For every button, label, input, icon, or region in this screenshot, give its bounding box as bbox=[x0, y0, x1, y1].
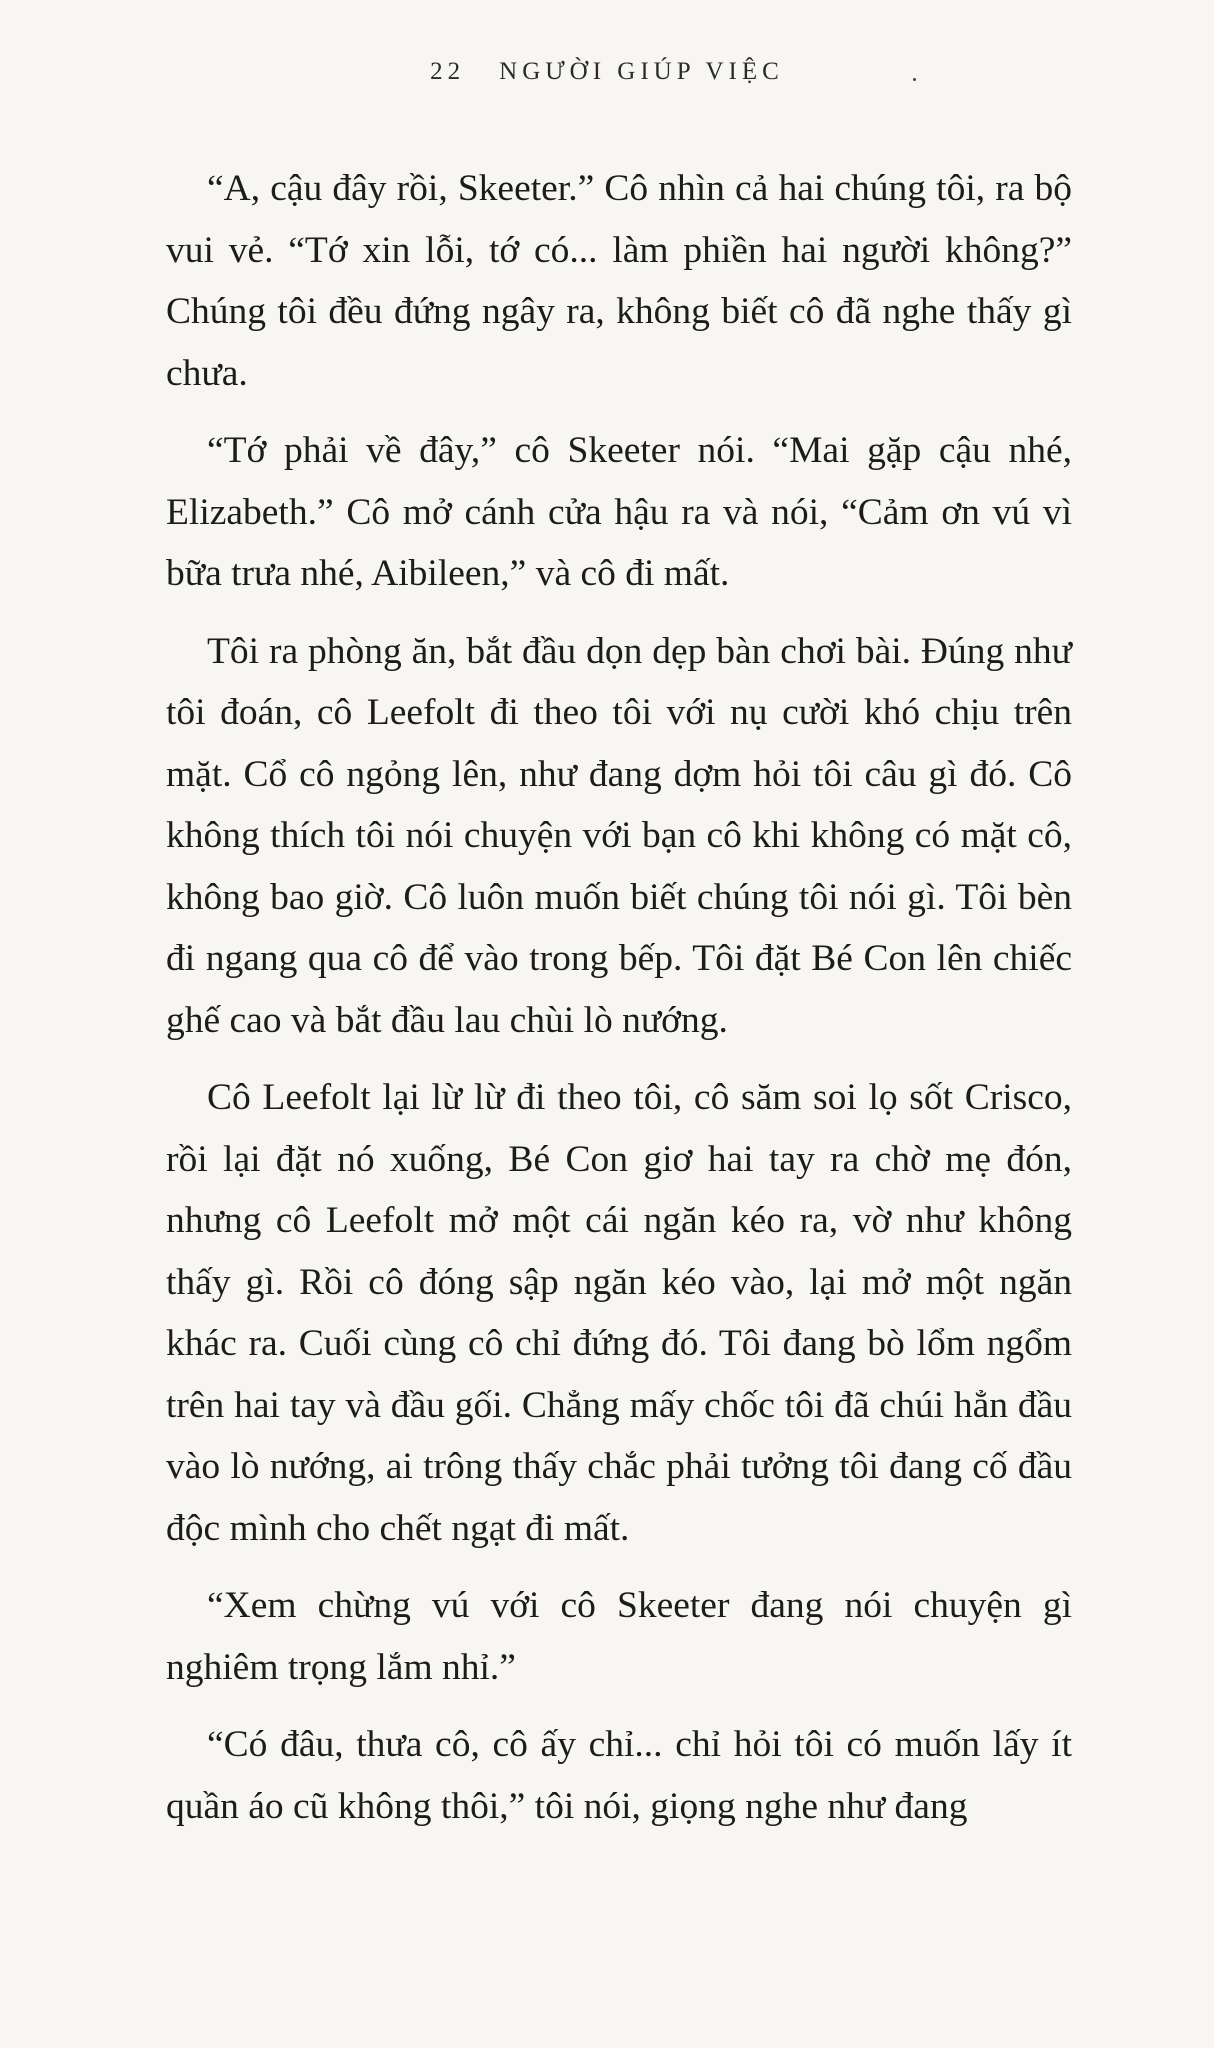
paragraph: “Có đâu, thưa cô, cô ấy chỉ... chỉ hỏi tôi có muốn lấy ít quần áo cũ không thôi,” tôi nói, giọng nghe như đang bbox=[166, 1724, 1072, 1827]
page-number: 22 bbox=[430, 58, 466, 85]
paragraph: Cô Leefolt lại lừ lừ đi theo tôi, cô săm soi lọ sốt Crisco, rồi lại đặt nó xuống, Bé Con giơ hai tay ra chờ mẹ đón, nhưng cô Leefolt mở một cái ngăn kéo ra, vờ như không thấy gì. Rồi cô đóng sập ngăn kéo vào, lại mở một ngăn khác ra. Cuối cùng cô chỉ đứng đó. Tôi đang bò lổm ngổm trên hai tay và đầu gối. Chẳng mấy chốc tôi đã chúi hẳn đầu vào lò nướng, ai trông thấy chắc phải tưởng tôi đang cố đầu độc mình cho chết ngạt đi mất. bbox=[166, 1077, 1072, 1549]
paragraph: Tôi ra phòng ăn, bắt đầu dọn dẹp bàn chơi bài. Đúng như tôi đoán, cô Leefolt đi theo tôi với nụ cười khó chịu trên mặt. Cổ cô ngỏng lên, như đang dợm hỏi tôi câu gì đó. Cô không thích tôi nói chuyện với bạn cô khi không có mặt cô, không bao giờ. Cô luôn muốn biết chúng tôi nói gì. Tôi bèn đi ngang qua cô để vào trong bếp. Tôi đặt Bé Con lên chiếc ghế cao và bắt đầu lau chùi lò nướng. bbox=[166, 630, 1072, 1041]
book-title: NGƯỜI GIÚP VIỆC bbox=[499, 58, 784, 85]
paragraph: “Xem chừng vú với cô Skeeter đang nói chuyện gì nghiêm trọng lắm nhỉ.” bbox=[166, 1585, 1072, 1688]
body-text bbox=[166, 158, 1072, 1853]
ink-speck bbox=[913, 78, 916, 81]
paragraph: “A, cậu đây rồi, Skeeter.” Cô nhìn cả hai chúng tôi, ra bộ vui vẻ. “Tớ xin lỗi, tớ có... làm phiền hai người không?” Chúng tôi đều đứng ngây ra, không biết cô đã nghe thấy gì chưa. bbox=[166, 168, 1072, 394]
paragraph: “Tớ phải về đây,” cô Skeeter nói. “Mai gặp cậu nhé, Elizabeth.” Cô mở cánh cửa hậu ra và nói, “Cảm ơn vú vì bữa trưa nhé, Aibileen,” và cô đi mất. bbox=[166, 430, 1072, 594]
running-head bbox=[0, 58, 1214, 86]
